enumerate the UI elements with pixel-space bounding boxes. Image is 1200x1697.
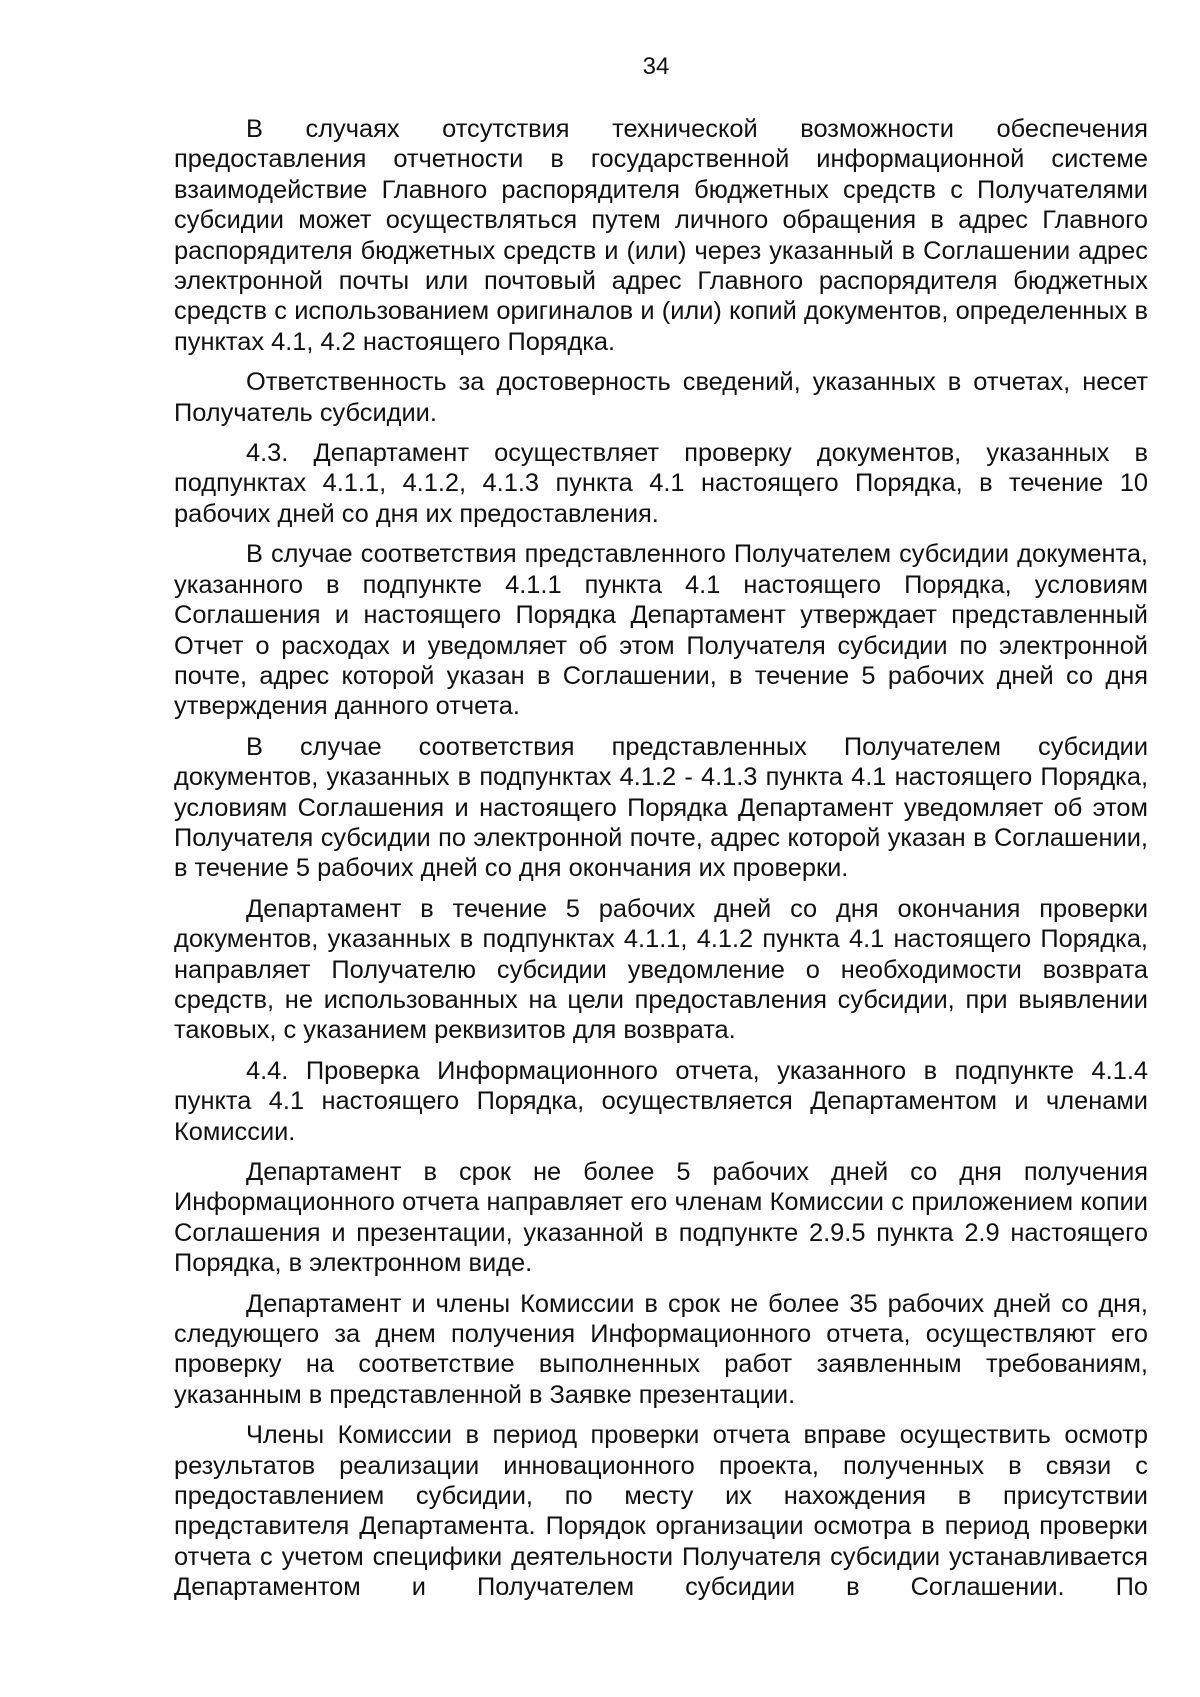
paragraph-report-approval: В случае соответствия представленного Получателем субсидии документа, указанного в подпункте 4.1.1 пункта 4.1 настоящего Порядка, условиям Соглашения и настоящего Порядка Департамент утверждает представленный Отчет о расходах и уведомляет об этом Получателя субсидии по электронной почте, адрес которой указан в Соглашении, в течение 5 рабочих дней со дня утверждения данного отчета. [174,540,1148,721]
document-body [174,114,1148,1613]
page-number: 34 [642,53,670,80]
paragraph-commission-forwarding: Департамент в срок не более 5 рабочих дней со дня получения Информационного отчета направляет его членам Комиссии с приложением копии Соглашения и презентации, указанной в подпункте 2.9.5 пункта 2.9 настоящего Порядка, в электронном виде. [174,1158,1148,1278]
paragraph-commission-review: Департамент и члены Комиссии в срок не более 35 рабочих дней со дня, следующего за днем получения Информационного отчета, осуществляют его проверку на соответствие выполненных работ заявленным требованиям, указанным в представленной в Заявке презентации. [174,1289,1148,1409]
paragraph-4-3: 4.3. Департамент осуществляет проверку документов, указанных в подпунктах 4.1.1, 4.1.2, 4.1.3 пункта 4.1 настоящего Порядка, в течение 10 рабочих дней со дня их предоставления. [174,439,1148,528]
paragraph-documents-conformity: В случае соответствия представленных Получателем субсидии документов, указанных в подпунктах 4.1.2 - 4.1.3 пункта 4.1 настоящего Порядка, условиям Соглашения и настоящего Порядка Департамент уведомляет об этом Получателя субсидии по электронной почте, адрес которой указан в Соглашении, в течение 5 рабочих дней со дня окончания их проверки. [174,732,1148,883]
paragraph-4-4: 4.4. Проверка Информационного отчета, указанного в подпункте 4.1.4 пункта 4.1 настоящего Порядка, осуществляется Департаментом и членами Комиссии. [174,1056,1148,1146]
paragraph-technical-possibility: В случаях отсутствия технической возможности обеспечения предоставления отчетности в государственной информационной системе взаимодействие Главного распорядителя бюджетных средств с Получателями субсидии может осуществляться путем личного обращения в адрес Главного распорядителя бюджетных средств и (или) через указанный в Соглашении адрес электронной почты или почтовый адрес Главного распорядителя бюджетных средств с использованием оригиналов и (или) копий документов, определенных в пунктах 4.1, 4.2 настоящего Порядка. [174,115,1148,356]
paragraph-funds-return: Департамент в течение 5 рабочих дней со дня окончания проверки документов, указанных в подпунктах 4.1.1, 4.1.2 пункта 4.1 настоящего Порядка, направляет Получателю субсидии уведомление о необходимости возврата средств, не использованных на цели предоставления субсидии, при выявлении таковых, с указанием реквизитов для возврата. [174,894,1148,1045]
paragraph-inspection: Члены Комиссии в период проверки отчета вправе осуществить осмотр результатов реализации инновационного проекта, полученных в связи с предоставлением субсидии, по месту их нахождения в присутствии представителя Департамента. Порядок организации осмотра в период проверки отчета с учетом специфики деятельности Получателя субсидии устанавливается Департаментом и Получателем субсидии в Соглашении. По [174,1421,1148,1602]
paragraph-responsibility: Ответственность за достоверность сведений, указанных в отчетах, несет Получатель субсидии. [174,368,1148,427]
